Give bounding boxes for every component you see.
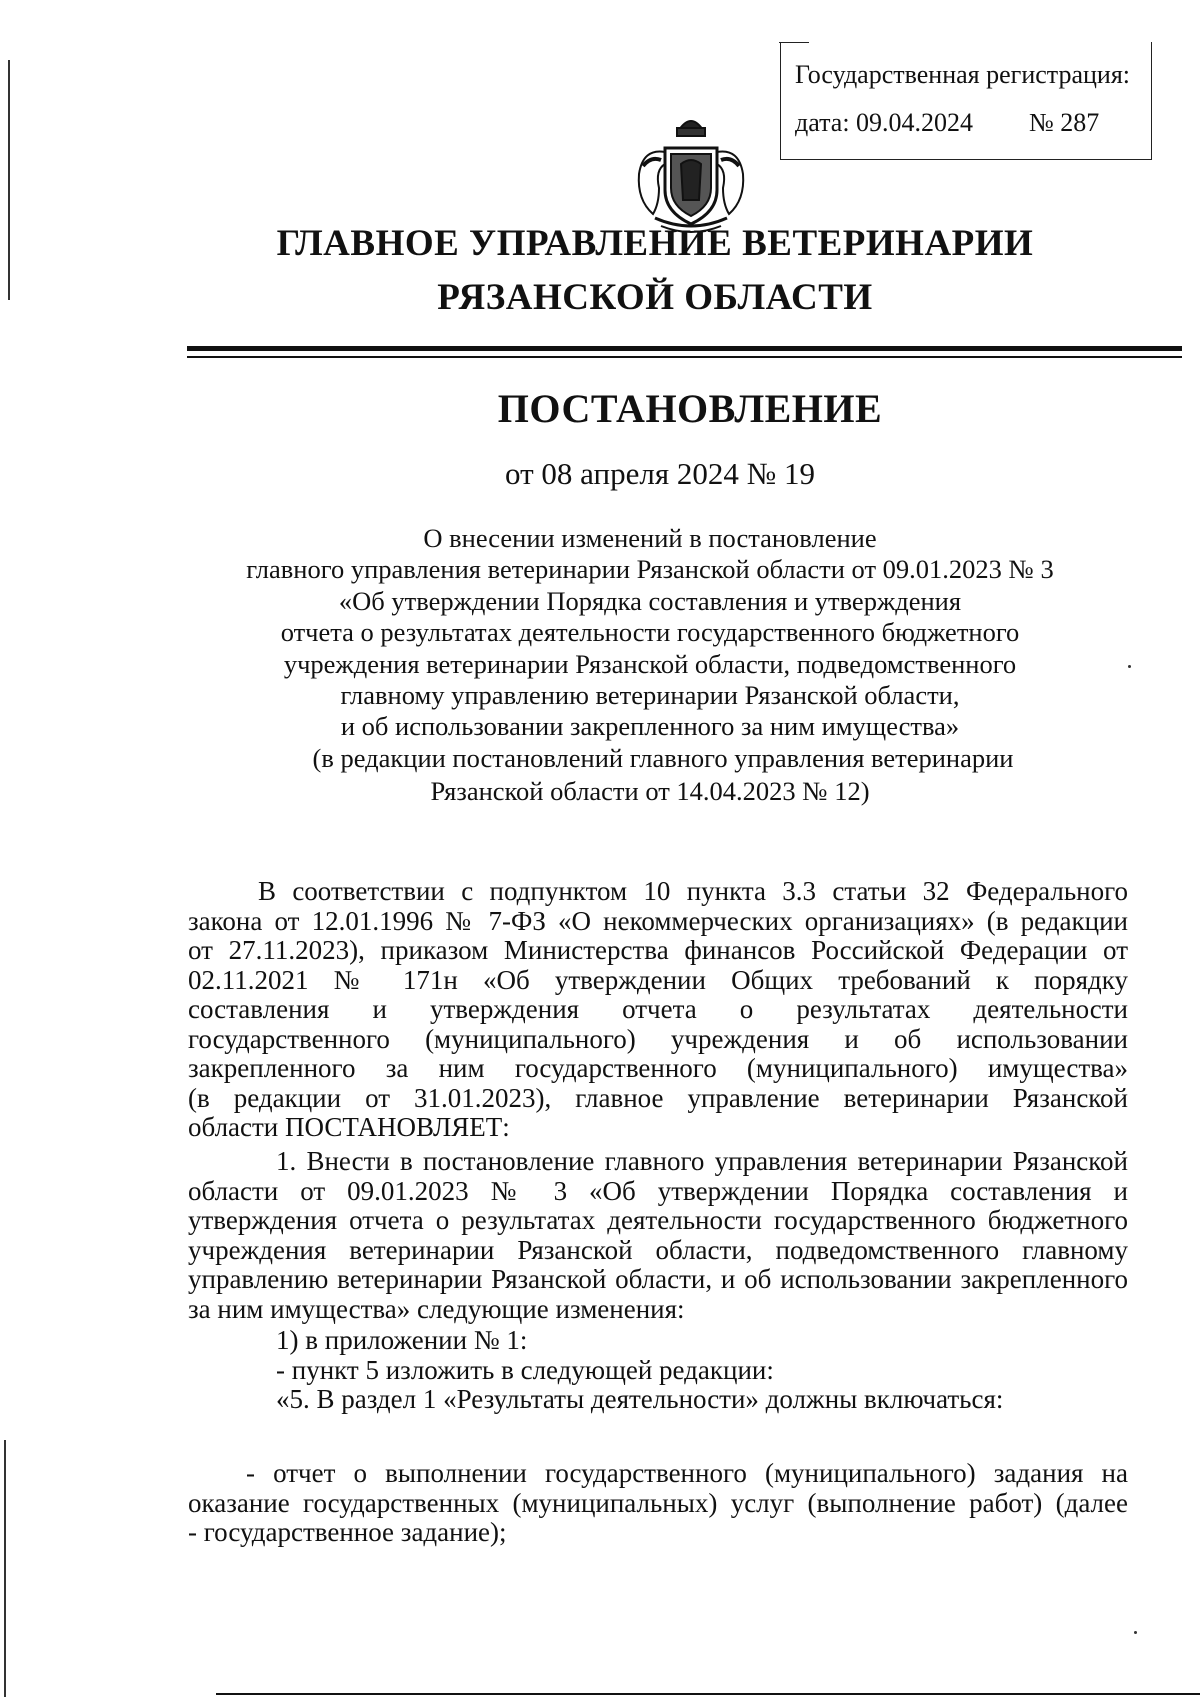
subject-line: учреждения ветеринарии Рязанской области, подведомственного [283, 649, 1017, 679]
sub-items [188, 1326, 1128, 1415]
preamble-line: (в редакции от 31.01.2023), главное управление ветеринарии Рязанской [188, 1082, 1128, 1113]
subject-line: главному управлению ветеринарии Рязанской области, [340, 680, 960, 710]
preamble-line: В соответствии с подпунктом 10 пункта 3.3 статьи 32 Федерального [258, 876, 1128, 906]
sub-item-line: 1) в приложении № 1: [276, 1325, 528, 1355]
preamble-line: закрепленного за ним государственного (муниципального) имущества» [188, 1053, 1128, 1083]
document-date-number: от 08 апреля 2024 № 19 [505, 456, 815, 491]
preamble-line: закона от 12.01.1996 № 7-ФЗ «О некоммерческих организациях» (в редакции [188, 905, 1128, 936]
coat-of-arms-icon [625, 108, 757, 240]
registration-date: дата: 09.04.2024 [795, 108, 974, 137]
list-item-line: - государственное задание); [188, 1517, 507, 1547]
scan-speck [1128, 665, 1131, 668]
item-1-line: области от 09.01.2023 № 3 «Об утверждении Порядка составления и [188, 1175, 1128, 1206]
item-1-paragraph [188, 1147, 1128, 1324]
sub-item-line: «5. В раздел 1 «Результаты деятельности» должны включаться: [276, 1384, 1004, 1414]
preamble-line: государственного (муниципального) учреждения и об использовании [188, 1023, 1128, 1054]
preamble-line: от 27.11.2023), приказом Министерства финансов Российской Федерации от [188, 935, 1128, 965]
registration-title: Государственная регистрация: [795, 60, 1131, 89]
list-item-line: оказание государственных (муниципальных) услуг (выполнение работ) (далее [188, 1487, 1128, 1518]
sub-item-line: - пункт 5 изложить в следующей редакции: [276, 1354, 774, 1385]
item-1-line: управлению ветеринарии Рязанской области, и об использовании закрепленного [188, 1264, 1128, 1294]
subject-line: О внесении изменений в постановление [423, 523, 877, 553]
item-1-line: 1. Внести в постановление главного управления ветеринарии Рязанской [276, 1146, 1128, 1176]
subject-line: отчета о результатах деятельности государственного бюджетного [280, 617, 1020, 647]
document-type: ПОСТАНОВЛЕНИЕ [497, 386, 883, 431]
header-rule-thin [187, 356, 1182, 358]
scan-speck [1134, 1631, 1137, 1634]
organization-name-line1: ГЛАВНОЕ УПРАВЛЕНИЕ ВЕТЕРИНАРИИ [276, 223, 1034, 264]
preamble-line: области ПОСТАНОВЛЯЕТ: [188, 1112, 510, 1142]
bottom-rule [216, 1693, 1200, 1695]
subject-line: главного управления ветеринарии Рязанской области от 09.01.2023 № 3 [246, 554, 1054, 584]
preamble-paragraph [188, 877, 1128, 1143]
scan-edge-mark [4, 1440, 6, 1697]
registration-stamp [780, 42, 1152, 160]
preamble-line: 02.11.2021 № 171н «Об утверждении Общих требований к порядку [188, 964, 1128, 995]
subject-line: Рязанской области от 14.04.2023 № 12) [430, 776, 870, 806]
list-item-line: - отчет о выполнении государственного (муниципального) задания на [246, 1458, 1128, 1488]
header-rule [187, 346, 1182, 351]
registration-number: № 287 [1029, 108, 1100, 137]
subject-line: и об использовании закрепленного за ним имущества» [340, 711, 960, 741]
subject-line: (в редакции постановлений главного управления ветеринарии [312, 743, 1014, 773]
item-1-line: утверждения отчета о результатах деятельности государственного бюджетного [188, 1205, 1128, 1235]
list-item-paragraph [188, 1459, 1128, 1548]
preamble-line: составления и утверждения отчета о результатах деятельности [188, 994, 1128, 1024]
subject-line: «Об утверждении Порядка составления и утверждения [338, 586, 962, 616]
organization-name-line2: РЯЗАНСКОЙ ОБЛАСТИ [437, 277, 873, 318]
item-1-line: учреждения ветеринарии Рязанской области, подведомственного главному [188, 1234, 1128, 1265]
item-1-line: за ним имущества» следующие изменения: [188, 1293, 685, 1324]
